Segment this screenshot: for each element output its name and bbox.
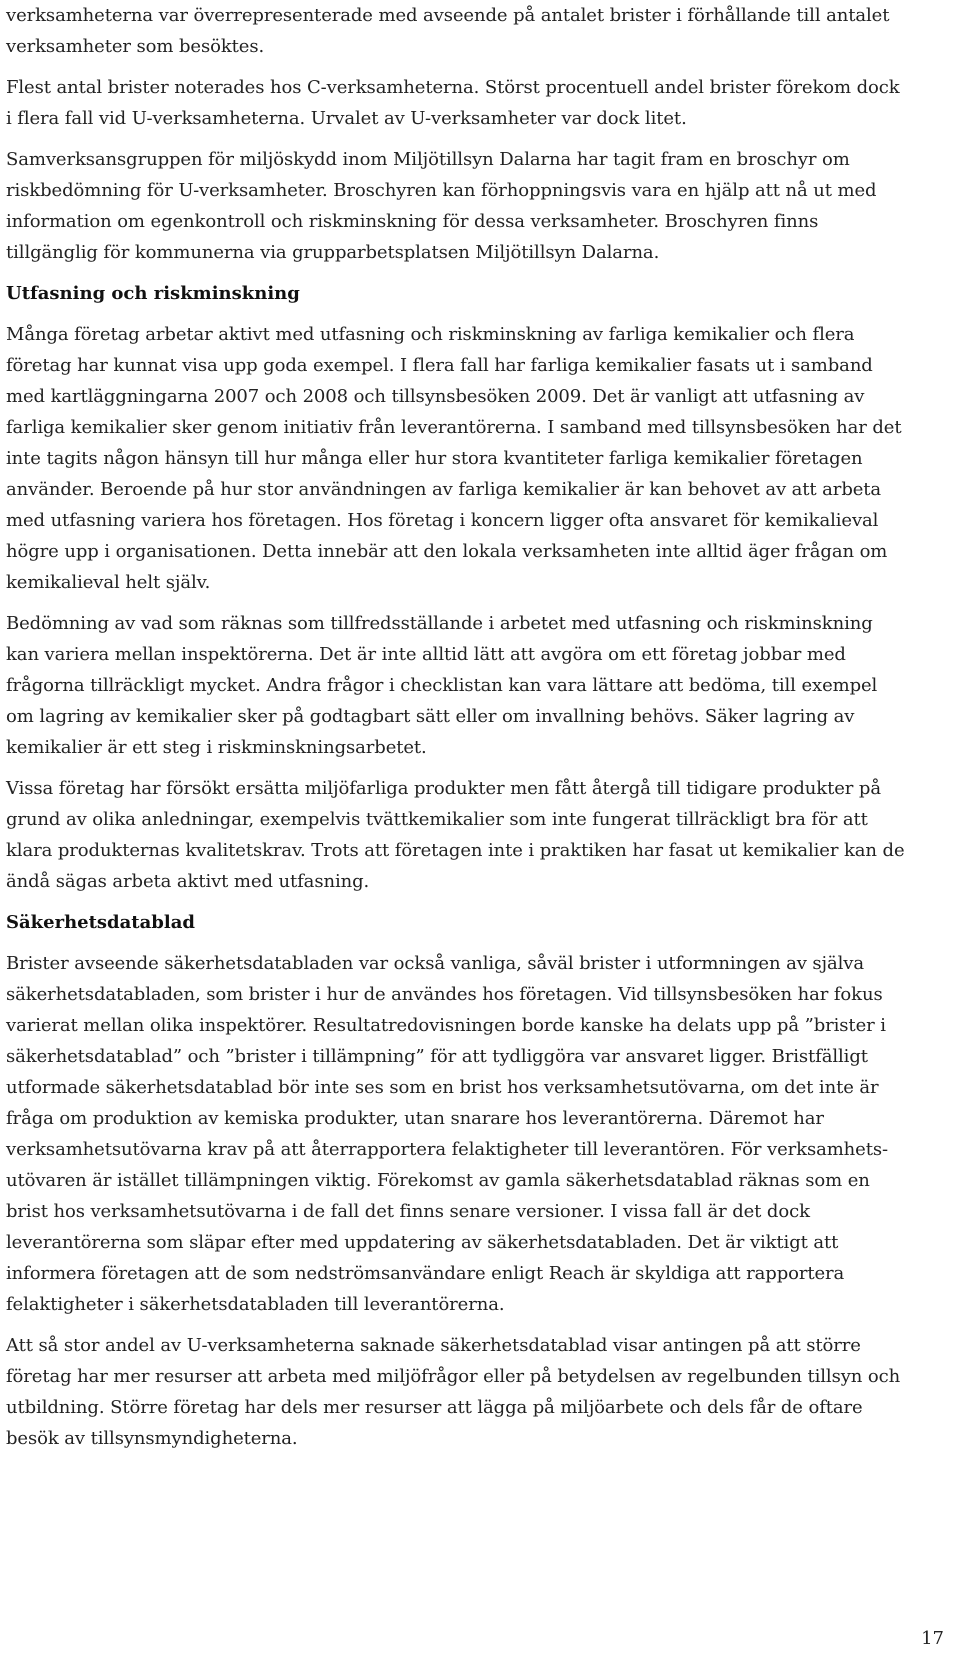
paragraph-spacer <box>6 309 954 319</box>
paragraph-line: klara produkternas kvalitetskrav. Trots att företagen inte i praktiken har fasat ut kemikalier kan de <box>6 840 905 861</box>
paragraph-line: verksamheter som besöktes. <box>6 36 265 57</box>
paragraph-line: besök av tillsynsmyndigheterna. <box>6 1428 298 1449</box>
body-paragraph <box>6 608 954 763</box>
paragraph-line: Bedömning av vad som räknas som tillfredsställande i arbetet med utfasning och riskminskning <box>6 613 873 634</box>
paragraph-line: Flest antal brister noterades hos C-verksamheterna. Störst procentuell andel brister förekom dock <box>6 77 900 98</box>
paragraph-line: om lagring av kemikalier sker på godtagbart sätt eller om invallning behövs. Säker lagring av <box>6 706 855 727</box>
paragraph-line: information om egenkontroll och riskminskning för dessa verksamheter. Broschyren finns <box>6 211 819 232</box>
body-paragraph <box>6 773 954 897</box>
paragraph-line: kemikalieval helt själv. <box>6 572 211 593</box>
paragraph-line: brist hos verksamhetsutövarna i de fall det finns senare versioner. I vissa fall är det dock <box>6 1201 810 1222</box>
paragraph-line: Samverksansgruppen för miljöskydd inom Miljötillsyn Dalarna har tagit fram en broschyr om <box>6 149 850 170</box>
paragraph-spacer <box>6 268 954 278</box>
paragraph-spacer <box>6 598 954 608</box>
section-heading: Säkerhetsdatablad <box>6 912 195 933</box>
paragraph-spacer <box>6 134 954 144</box>
paragraph-line: verksamhetsutövarna krav på att återrapportera felaktigheter till leverantören. För verksamhets- <box>6 1139 888 1160</box>
paragraph-line: använder. Beroende på hur stor användningen av farliga kemikalier är kan behovet av att arbeta <box>6 479 882 500</box>
paragraph-line: frågorna tillräckligt mycket. Andra frågor i checklistan kan vara lättare att bedöma, till exempel <box>6 675 878 696</box>
paragraph-line: säkerhetsdatabladen, som brister i hur de användes hos företagen. Vid tillsynsbesöken har fokus <box>6 984 883 1005</box>
paragraph-spacer <box>6 763 954 773</box>
document-body <box>6 0 954 1454</box>
body-paragraph <box>6 1330 954 1454</box>
paragraph-line: grund av olika anledningar, exempelvis tvättkemikalier som inte fungerat tillräckligt bra för att <box>6 809 868 830</box>
body-paragraph <box>6 319 954 598</box>
paragraph-line: företag har kunnat visa upp goda exempel. I flera fall har farliga kemikalier fasats ut i samband <box>6 355 873 376</box>
paragraph-spacer <box>6 1320 954 1330</box>
paragraph-line: farliga kemikalier sker genom initiativ från leverantörerna. I samband med tillsynsbesöken har det <box>6 417 902 438</box>
paragraph-line: utformade säkerhetsdatablad bör inte ses som en brist hos verksamhetsutövarna, om det inte är <box>6 1077 879 1098</box>
paragraph-line: leverantörerna som släpar efter med uppdatering av säkerhetsdatabladen. Det är viktigt att <box>6 1232 839 1253</box>
paragraph-line: varierat mellan olika inspektörer. Resultatredovisningen borde kanske ha delats upp på ”brister i <box>6 1015 886 1036</box>
paragraph-line: informera företagen att de som nedströmsanvändare enligt Reach är skyldiga att rapportera <box>6 1263 845 1284</box>
paragraph-line: verksamheterna var överrepresenterade med avseende på antalet brister i förhållande till antalet <box>6 5 890 26</box>
paragraph-line: riskbedömning för U-verksamheter. Broschyren kan förhoppningsvis vara en hjälp att nå ut med <box>6 180 877 201</box>
paragraph-line: Brister avseende säkerhetsdatabladen var också vanliga, såväl brister i utformningen av själva <box>6 953 865 974</box>
body-paragraph <box>6 0 954 62</box>
paragraph-spacer <box>6 897 954 907</box>
paragraph-line: i flera fall vid U-verksamheterna. Urvalet av U-verksamheter var dock litet. <box>6 108 687 129</box>
page-number: 17 <box>921 1628 944 1649</box>
paragraph-line: företag har mer resurser att arbeta med miljöfrågor eller på betydelsen av regelbunden tillsyn och <box>6 1366 901 1387</box>
paragraph-line: Vissa företag har försökt ersätta miljöfarliga produkter men fått återgå till tidigare produkter på <box>6 778 881 799</box>
paragraph-line: Många företag arbetar aktivt med utfasning och riskminskning av farliga kemikalier och flera <box>6 324 855 345</box>
paragraph-line: felaktigheter i säkerhetsdatabladen till leverantörerna. <box>6 1294 505 1315</box>
document-flow <box>6 0 954 1454</box>
paragraph-line: ändå sägas arbeta aktivt med utfasning. <box>6 871 370 892</box>
paragraph-line: utövaren är istället tillämpningen viktig. Förekomst av gamla säkerhetsdatablad räknas som en <box>6 1170 870 1191</box>
paragraph-spacer <box>6 62 954 72</box>
body-paragraph <box>6 72 954 134</box>
paragraph-line: utbildning. Större företag har dels mer resurser att lägga på miljöarbete och dels får de oftare <box>6 1397 863 1418</box>
paragraph-line: kemikalier är ett steg i riskminskningsarbetet. <box>6 737 427 758</box>
paragraph-line: fråga om produktion av kemiska produkter, utan snarare hos leverantörerna. Däremot har <box>6 1108 824 1129</box>
paragraph-line: säkerhetsdatablad” och ”brister i tillämpning” för att tydliggöra var ansvaret ligger. Bristfälligt <box>6 1046 868 1067</box>
section-heading: Utfasning och riskminskning <box>6 283 300 304</box>
paragraph-line: kan variera mellan inspektörerna. Det är inte alltid lätt att avgöra om ett företag jobbar med <box>6 644 846 665</box>
paragraph-line: högre upp i organisationen. Detta innebär att den lokala verksamheten inte alltid äger frågan om <box>6 541 888 562</box>
body-paragraph <box>6 144 954 268</box>
paragraph-line: med utfasning variera hos företagen. Hos företag i koncern ligger ofta ansvaret för kemikalieval <box>6 510 879 531</box>
paragraph-line: med kartläggningarna 2007 och 2008 och tillsynsbesöken 2009. Det är vanligt att utfasning av <box>6 386 865 407</box>
paragraph-line: tillgänglig för kommunerna via grupparbetsplatsen Miljötillsyn Dalarna. <box>6 242 660 263</box>
paragraph-line: inte tagits någon hänsyn till hur många eller hur stora kvantiteter farliga kemikalier företagen <box>6 448 863 469</box>
paragraph-spacer <box>6 938 954 948</box>
paragraph-line: Att så stor andel av U-verksamheterna saknade säkerhetsdatablad visar antingen på att större <box>6 1335 861 1356</box>
body-paragraph <box>6 948 954 1320</box>
